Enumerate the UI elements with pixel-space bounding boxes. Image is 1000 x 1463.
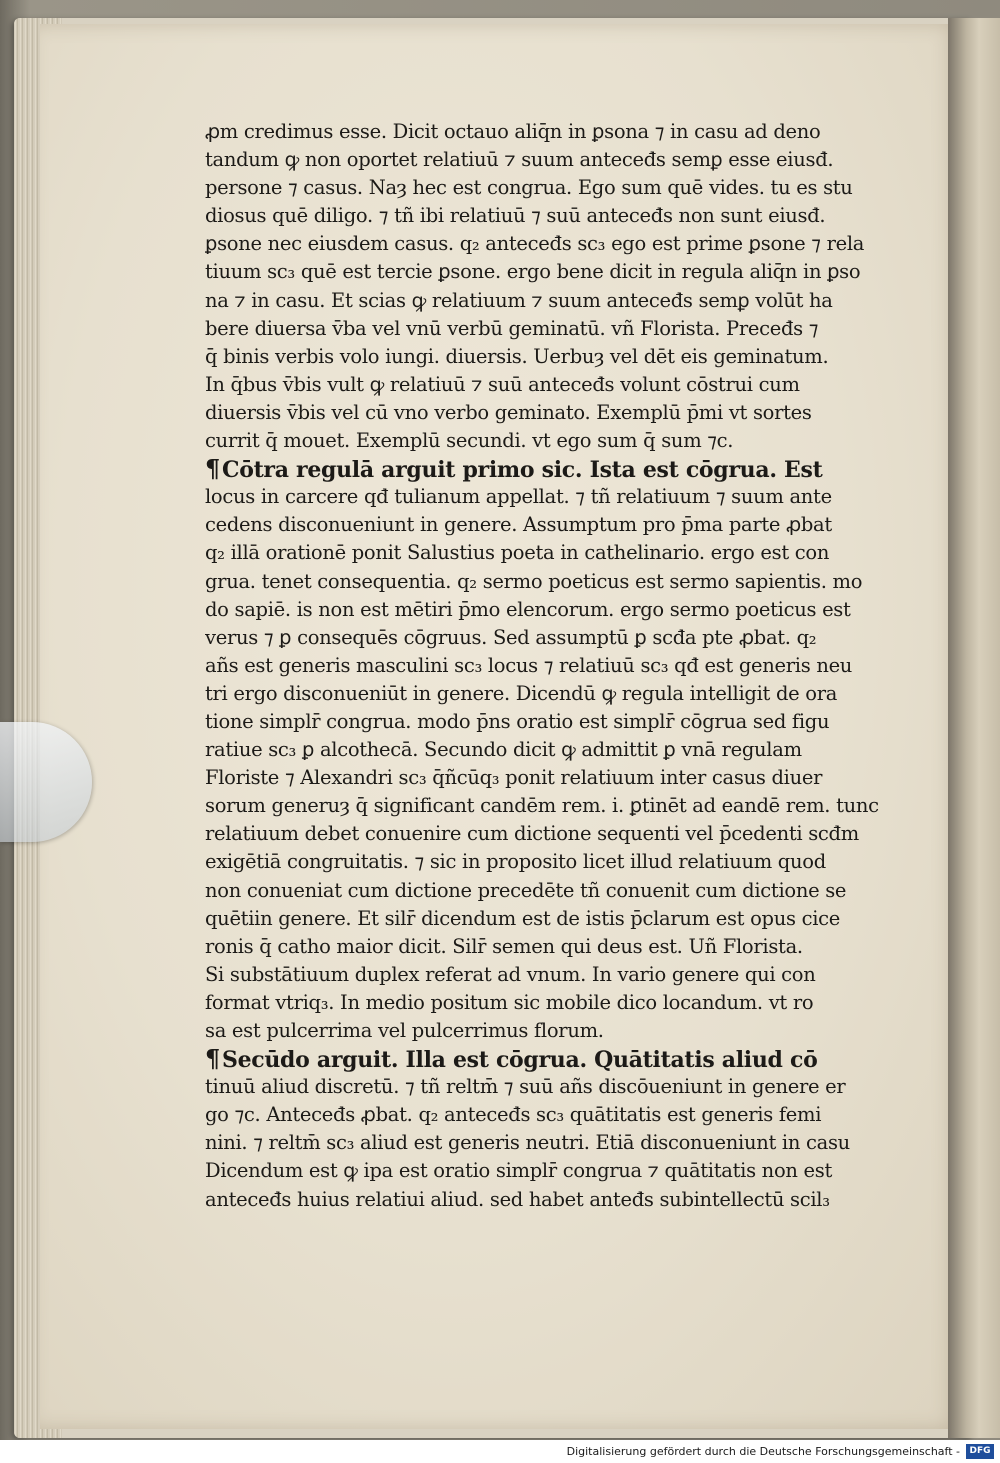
line-text: diuersis v̄bis vel cū vno verbo geminato. Exemplū p̄mi vt sortes <box>205 400 812 424</box>
line-text: tri ergo disconueniūt in genere. Dicendū ꝙ regula intelligit de ora <box>205 681 838 705</box>
line-text: Si substātiuum duplex referat ad vnum. In vario genere qui con <box>205 962 816 986</box>
line-text: diosus quē diligo. ⁊ tñ ibi relatiuū ⁊ suū anteceđs non sunt eiusđ. <box>205 204 826 228</box>
line-text: exigētiā congruitatis. ⁊ sic in proposito licet illud relatiuum quod <box>205 850 826 874</box>
text-line <box>205 1186 880 1214</box>
text-line <box>205 933 880 961</box>
text-line <box>205 596 880 624</box>
line-text: non conueniat cum dictione precedēte tñ conuenit cum dictione se <box>205 878 847 902</box>
line-text: Cōtra regulā arguit primo sic. Ista est cōgrua. Est <box>221 457 823 484</box>
line-text: Secūdo arguit. Illa est cōgrua. Quātitatis aliud cō <box>221 1047 818 1074</box>
text-line <box>205 568 880 596</box>
section-heading-line <box>205 455 880 483</box>
text-line <box>205 1129 880 1157</box>
text-line <box>205 624 880 652</box>
text-line <box>205 315 880 343</box>
line-text: na ⁊ in casu. Et scias ꝙ relatiuum ⁊ suum anteceđs semꝑ volūt ha <box>205 288 833 312</box>
line-text: quētiin genere. Et silr̄ dicendum est de istis p̄clarum est opus cice <box>205 906 841 930</box>
text-line <box>205 483 880 511</box>
line-text: cedens disconueniunt in genere. Assumptum pro p̄ma parte ꝓbat <box>205 513 832 537</box>
text-line <box>205 1157 880 1185</box>
line-text: sorum generuȝ q̄ significant candēm rem. i. ꝑtinēt ad eandē rem. tunc <box>205 794 879 818</box>
text-line <box>205 905 880 933</box>
section-heading-line <box>205 1045 880 1073</box>
text-line <box>205 371 880 399</box>
line-text: locus in carcere qđ tulianum appellat. ⁊ tñ relatiuum ⁊ suum ante <box>205 485 832 509</box>
text-line <box>205 848 880 876</box>
text-line <box>205 118 880 146</box>
line-text: In q̄bus v̄bis vult ꝙ relatiuū ⁊ suū anteceđs volunt cōstrui cum <box>205 372 800 396</box>
text-line <box>205 230 880 258</box>
line-text: do sapiē. is non est mētiri p̄mo elencorum. ergo sermo poeticus est <box>205 597 851 621</box>
line-text: persone ⁊ casus. Naȝ hec est congrua. Ego sum quē vides. tu es stu <box>205 176 853 200</box>
book-gutter <box>948 18 1000 1438</box>
text-line <box>205 202 880 230</box>
line-text: ronis q̄ catho maior dicit. Silr̄ semen qui deus est. Uñ Florista. <box>205 934 803 958</box>
text-line <box>205 258 880 286</box>
line-text: q₂ illā orationē ponit Salustius poeta in cathelinario. ergo est con <box>205 541 830 565</box>
text-line <box>205 539 880 567</box>
text-line <box>205 146 880 174</box>
text-line <box>205 877 880 905</box>
text-line <box>205 287 880 315</box>
text-line <box>205 1017 880 1045</box>
line-text: grua. tenet consequentia. q₂ sermo poeticus est sermo sapientis. mo <box>205 569 863 593</box>
line-text: tione simplr̄ congrua. modo p̄ns oratio est simplr̄ cōgrua sed figu <box>205 709 830 733</box>
text-line <box>205 1101 880 1129</box>
printed-text-block <box>205 118 880 1214</box>
line-text: ꝑsone nec eiusdem casus. q₂ anteceđs sc₃ ego est prime ꝑsone ⁊ rela <box>205 232 865 256</box>
pilcrow-mark: ¶ <box>205 1045 220 1074</box>
text-line <box>205 680 880 708</box>
line-text: q̄ binis verbis volo iungi. diuersis. Uerbuȝ vel dēt eis geminatum. <box>205 344 829 368</box>
line-text: Floriste ⁊ Alexandri sc₃ q̄ñcūq₃ ponit relatiuum inter casus diuer <box>205 766 823 790</box>
footer-bar <box>0 1440 1000 1463</box>
line-text: Dicendum est ꝙ ipa est oratio simplr̄ congrua ⁊ quātitatis non est <box>205 1159 833 1183</box>
text-line <box>205 652 880 680</box>
line-text: format vtriq₃. In medio positum sic mobile dico locandum. vt ro <box>205 990 814 1014</box>
line-text: relatiuum debet conuenire cum dictione sequenti vel p̄cedenti scđm <box>205 822 859 846</box>
text-line <box>205 820 880 848</box>
text-line <box>205 1073 880 1101</box>
line-text: ratiue sc₃ ꝑ alcothecā. Secundo dicit ꝙ admittit ꝑ vnā regulam <box>205 738 802 762</box>
line-text: anteceđs huius relatiui aliud. sed habet anteđs subintellectū scil₃ <box>205 1187 830 1211</box>
text-line <box>205 174 880 202</box>
dfg-logo-icon: DFG <box>966 1444 994 1459</box>
text-line <box>205 343 880 371</box>
line-text: sa est pulcerrima vel pulcerrimus florum. <box>205 1019 604 1042</box>
text-line <box>205 708 880 736</box>
text-line <box>205 792 880 820</box>
line-text: ꝓm credimus esse. Dicit octauo aliq̄n in ꝑsona ⁊ in casu ad deno <box>205 120 821 143</box>
line-text: bere diuersa v̄ba vel vnū verbū geminatū. vñ Florista. Preceđs ⁊ <box>205 316 819 340</box>
line-text: verus ⁊ ꝑ consequēs cōgruus. Sed assumptū ꝑ scđa pte ꝓbat. q₂ <box>205 625 817 649</box>
text-line <box>205 736 880 764</box>
text-line <box>205 764 880 792</box>
line-text: go ⁊c. Anteceđs ꝓbat. q₂ anteceđs sc₃ quātitatis est generis femi <box>205 1103 822 1127</box>
pilcrow-mark: ¶ <box>205 455 220 484</box>
text-line <box>205 427 880 455</box>
text-line <box>205 399 880 427</box>
text-line <box>205 989 880 1017</box>
line-text: tandum ꝙ non oportet relatiuū ⁊ suum anteceđs semꝑ esse eiusđ. <box>205 148 834 172</box>
line-text: tiuum sc₃ quē est tercie ꝑsone. ergo bene dicit in regula aliq̄n in ꝑso <box>205 260 861 284</box>
line-text: tinuū aliud discretū. ⁊ tñ reltm̄ ⁊ suū añs discōueniunt in genere er <box>205 1075 846 1099</box>
text-line <box>205 511 880 539</box>
line-text: nini. ⁊ reltm̄ sc₃ aliud est generis neutri. Etiā disconueniunt in casu <box>205 1131 850 1155</box>
line-text: currit q̄ mouet. Exemplū secundi. vt ego sum q̄ sum ⁊c. <box>205 429 734 453</box>
footer-credit: Digitalisierung gefördert durch die Deutsche Forschungsgemeinschaft - <box>566 1445 960 1458</box>
text-line <box>205 961 880 989</box>
line-text: añs est generis masculini sc₃ locus ⁊ relatiuū sc₃ qđ est generis neu <box>205 653 853 677</box>
